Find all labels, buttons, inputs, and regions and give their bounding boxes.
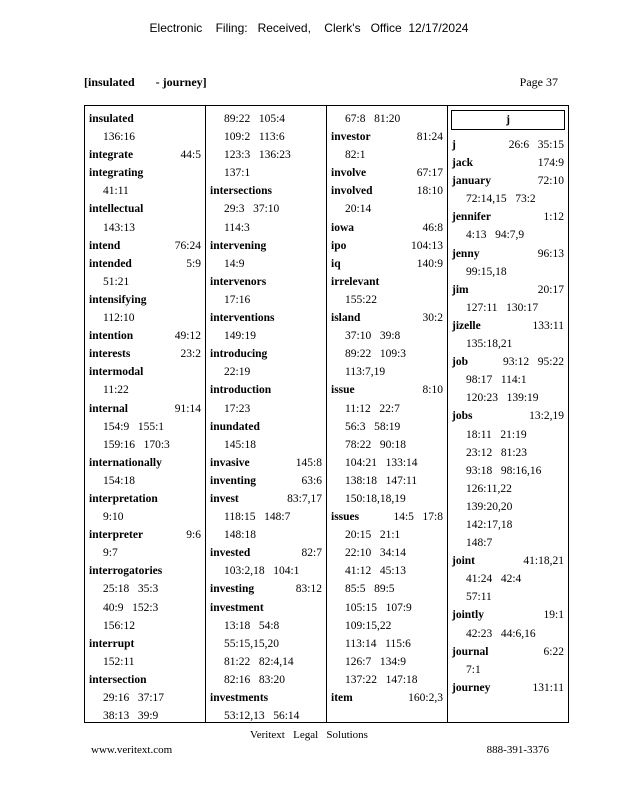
entry-headline xyxy=(331,689,443,707)
page-line-refs-continued: 9:10 xyxy=(103,511,124,524)
index-term: intention xyxy=(89,330,134,343)
index-entry xyxy=(452,353,564,407)
footer-website: www.veritext.com xyxy=(91,744,173,756)
index-entry xyxy=(210,182,322,236)
page-line-refs-continued: 135:18,21 xyxy=(466,338,513,351)
page-line-refs: 5:9 xyxy=(186,257,201,270)
page-line-refs-continued: 114:3 xyxy=(224,221,250,234)
index-entry xyxy=(331,309,443,381)
page-line-refs: 14:5 17:8 xyxy=(393,511,443,524)
index-term: j xyxy=(452,139,456,151)
entry-headline xyxy=(331,128,443,146)
index-entry xyxy=(452,606,564,642)
entry-headline xyxy=(452,606,564,624)
page-line-refs: 140:9 xyxy=(416,257,443,270)
index-entry xyxy=(89,490,201,526)
index-entry xyxy=(452,172,564,208)
index-entry xyxy=(89,671,201,722)
index-entry xyxy=(89,454,201,490)
page-line-refs-continued: 137:22 147:18 xyxy=(345,673,418,686)
page-line-refs: 160:2,3 xyxy=(408,692,443,704)
page-line-refs: 145:8 xyxy=(295,456,322,469)
page-line-refs-continued: 81:22 82:4,14 xyxy=(224,655,294,668)
page-line-refs-continued: 42:23 44:6,16 xyxy=(466,627,536,640)
page-line-refs: 13:2,19 xyxy=(529,410,564,423)
entry-headline xyxy=(89,562,201,580)
index-term: invasive xyxy=(210,456,250,469)
page-line-refs-continued: 118:15 148:7 xyxy=(224,511,291,524)
page-line-refs-continued: 22:10 34:14 xyxy=(345,547,407,560)
index-term: interrupt xyxy=(89,637,135,650)
entry-headline xyxy=(452,643,564,661)
index-entry xyxy=(89,164,201,200)
page-line-refs-continued: 155:22 xyxy=(345,293,377,306)
entry-headline xyxy=(210,237,322,255)
index-term: invested xyxy=(210,547,251,560)
index-term: inundated xyxy=(210,420,260,433)
index-entry xyxy=(210,237,322,273)
index-term: joint xyxy=(452,555,475,568)
entry-headline xyxy=(210,599,322,617)
index-entry xyxy=(210,418,322,454)
page-line-refs: 76:24 xyxy=(174,239,201,252)
entry-headline xyxy=(89,490,201,508)
index-term: irrelevant xyxy=(331,275,380,288)
index-entry xyxy=(331,689,443,707)
page-line-refs-continued: 72:14,15 73:2 xyxy=(466,193,536,206)
index-term: involved xyxy=(331,185,373,198)
page-line-refs: 133:11 xyxy=(532,319,564,332)
entry-headline xyxy=(89,635,201,653)
index-entry xyxy=(89,635,201,671)
index-term: interpreter xyxy=(89,529,144,542)
entry-headline xyxy=(452,245,564,263)
index-entry xyxy=(210,345,322,381)
index-entry xyxy=(210,544,322,580)
index-term: island xyxy=(331,312,361,325)
page-line-refs-continued: 123:3 136:23 xyxy=(224,149,291,162)
index-term: investment xyxy=(210,601,264,614)
index-term: intersections xyxy=(210,185,272,198)
index-entry xyxy=(210,273,322,309)
entry-headline xyxy=(89,255,201,273)
page-line-refs-continued: 82:16 83:20 xyxy=(224,673,286,686)
index-term: iq xyxy=(331,257,341,270)
page-line-refs-continued: 82:1 xyxy=(345,149,366,162)
page-line-refs: 83:12 xyxy=(295,583,322,596)
index-entry xyxy=(452,208,564,244)
entry-headline xyxy=(331,273,443,291)
entry-headline xyxy=(452,353,564,371)
page-line-refs-continued: 89:22 109:3 xyxy=(345,348,407,361)
page-line-refs-continued: 136:16 xyxy=(103,131,135,144)
index-term: investments xyxy=(210,692,269,704)
page-line-refs-continued: 53:12,13 56:14 xyxy=(224,710,300,722)
index-entry xyxy=(452,317,564,353)
index-entry xyxy=(210,309,322,345)
page-line-refs-continued: 126:7 134:9 xyxy=(345,655,407,668)
page-line-refs-continued: 105:15 107:9 xyxy=(345,601,412,614)
index-term: intellectual xyxy=(89,203,144,216)
page-line-refs: 19:1 xyxy=(543,609,564,622)
page-line-refs-continued: 56:3 58:19 xyxy=(345,420,401,433)
page-line-refs: 30:2 xyxy=(422,312,443,325)
page-line-refs-continued: 23:12 81:23 xyxy=(466,446,528,459)
page-line-refs-continued: 22:19 xyxy=(224,366,251,379)
page-line-refs: 82:7 xyxy=(301,547,322,560)
page-line-refs-continued: 154:18 xyxy=(103,474,135,487)
entry-headline xyxy=(210,182,322,200)
page-line-refs-continued: 41:11 xyxy=(103,185,129,198)
page-line-refs-continued: 156:12 xyxy=(103,619,135,632)
section-letter: j xyxy=(451,110,565,130)
page-line-refs: 9:6 xyxy=(186,529,201,542)
page-line-refs-continued: 38:13 39:9 xyxy=(103,710,159,722)
index-entry xyxy=(210,454,322,472)
entry-headline xyxy=(89,345,201,363)
page-line-refs: 67:17 xyxy=(416,167,443,180)
index-entry xyxy=(89,110,201,146)
page-line-refs-continued: 25:18 35:3 xyxy=(103,583,159,596)
index-column xyxy=(206,106,327,722)
page-line-refs-continued: 150:18,18,19 xyxy=(345,492,406,505)
page-line-refs: 44:5 xyxy=(180,149,201,162)
entry-headline xyxy=(210,490,322,508)
entry-headline xyxy=(210,544,322,562)
entry-headline xyxy=(331,381,443,399)
index-entry xyxy=(89,526,201,562)
filing-stamp: Electronic Filing: Received, Clerk's Office 12/17/2024 xyxy=(149,21,469,35)
entry-headline xyxy=(89,110,201,128)
page-line-refs-continued: 145:18 xyxy=(224,438,256,451)
index-term: invest xyxy=(210,492,239,505)
index-term: intensifying xyxy=(89,293,147,306)
index-entry xyxy=(331,273,443,309)
page-line-refs-continued: 152:11 xyxy=(103,655,135,668)
page-line-refs-continued: 109:2 113:6 xyxy=(224,131,285,144)
index-entry xyxy=(331,164,443,182)
entry-headline xyxy=(89,200,201,218)
entry-headline xyxy=(331,255,443,273)
page-line-refs-continued: 154:9 155:1 xyxy=(103,420,165,433)
index-term: involve xyxy=(331,167,367,180)
page-line-refs-continued: 113:7,19 xyxy=(345,366,386,379)
page-line-refs: 6:22 xyxy=(543,645,564,658)
index-column xyxy=(85,106,206,722)
index-entry xyxy=(210,689,322,722)
page-line-refs-continued: 51:21 xyxy=(103,275,130,288)
page-line-refs-continued: 112:10 xyxy=(103,312,135,325)
footer-company: Veritext Legal Solutions xyxy=(250,729,368,741)
index-term: journey xyxy=(452,681,491,694)
entry-headline xyxy=(89,400,201,418)
page-line-refs-continued: 127:11 130:17 xyxy=(466,301,539,314)
index-term: intervenors xyxy=(210,275,267,288)
index-term: interpretation xyxy=(89,492,158,505)
index-term: jobs xyxy=(452,410,473,423)
page-line-refs-continued: 159:16 170:3 xyxy=(103,438,170,451)
page-line-refs: 91:14 xyxy=(174,402,201,415)
index-term: journal xyxy=(452,645,489,658)
page-line-refs-continued: 104:21 133:14 xyxy=(345,456,418,469)
entry-headline xyxy=(89,164,201,182)
entry-headline xyxy=(210,580,322,598)
page-line-refs-continued: 103:2,18 104:1 xyxy=(224,565,300,578)
index-term: item xyxy=(331,692,353,704)
index-term: intend xyxy=(89,239,121,252)
page-line-refs-continued: 137:1 xyxy=(224,167,251,180)
page-line-refs: 131:11 xyxy=(532,681,564,694)
index-entry xyxy=(89,146,201,164)
page-line-refs-continued: 126:11,22 xyxy=(466,482,512,495)
index-term: jointly xyxy=(452,609,484,622)
page-line-refs-continued: 149:19 xyxy=(224,330,256,343)
entry-headline xyxy=(452,281,564,299)
page-line-refs: 8:10 xyxy=(422,384,443,397)
page-line-refs-continued: 29:3 37:10 xyxy=(224,203,280,216)
index-term: intersection xyxy=(89,673,147,686)
page-line-refs-continued: 20:15 21:1 xyxy=(345,529,401,542)
index-entry xyxy=(210,580,322,598)
index-term: internal xyxy=(89,402,128,415)
index-entry xyxy=(89,237,201,255)
page-line-refs: 1:12 xyxy=(543,211,564,224)
entry-headline xyxy=(89,146,201,164)
index-term: job xyxy=(452,356,468,369)
page-line-refs-continued: 67:8 81:20 xyxy=(345,113,401,125)
index-term: iowa xyxy=(331,221,354,234)
index-entry xyxy=(452,552,564,606)
entry-headline xyxy=(210,345,322,363)
page-line-refs-continued: 20:14 xyxy=(345,203,372,216)
index-term: ipo xyxy=(331,239,347,252)
page-line-refs-continued: 17:23 xyxy=(224,402,251,415)
index-term: intervening xyxy=(210,239,267,252)
page-line-refs-continued: 13:18 54:8 xyxy=(224,619,280,632)
index-term: issue xyxy=(331,384,355,397)
page-line-refs-continued: 139:20,20 xyxy=(466,500,513,513)
page-line-refs-continued: 7:1 xyxy=(466,663,481,676)
index-term: jack xyxy=(452,157,474,170)
index-term: jennifer xyxy=(452,211,491,224)
index-term: integrate xyxy=(89,149,134,162)
entry-headline xyxy=(331,508,443,526)
entry-headline xyxy=(210,381,322,399)
page-line-refs-continued: 37:10 39:8 xyxy=(345,330,401,343)
entry-headline xyxy=(210,418,322,436)
index-entry xyxy=(89,363,201,399)
page-line-refs: 81:24 xyxy=(416,131,443,144)
entry-headline xyxy=(89,671,201,689)
index-column xyxy=(327,106,448,722)
entry-headline xyxy=(89,291,201,309)
entry-headline xyxy=(452,172,564,190)
index-entry xyxy=(89,255,201,291)
index-column xyxy=(448,106,568,722)
entry-headline xyxy=(452,679,564,697)
index-entry xyxy=(210,599,322,689)
page-line-refs-continued: 113:14 115:6 xyxy=(345,637,411,650)
page-line-refs-continued: 41:12 45:13 xyxy=(345,565,407,578)
index-term: investor xyxy=(331,131,371,144)
page-line-refs-continued: 99:15,18 xyxy=(466,265,507,278)
index-entry xyxy=(331,237,443,255)
entry-headline xyxy=(452,208,564,226)
index-term: january xyxy=(452,175,491,188)
entry-headline xyxy=(210,454,322,472)
page-line-refs: 93:12 95:22 xyxy=(502,356,564,369)
index-entry xyxy=(331,128,443,164)
page-line-refs: 46:8 xyxy=(422,221,443,234)
index-entry xyxy=(331,508,443,689)
index-range: [insulated - journey] xyxy=(84,75,207,89)
entry-headline xyxy=(452,552,564,570)
index-term: interventions xyxy=(210,312,275,325)
entry-headline xyxy=(331,164,443,182)
page-line-refs: 83:7,17 xyxy=(287,492,322,505)
index-entry xyxy=(452,245,564,281)
page-line-refs: 26:6 35:15 xyxy=(508,139,564,151)
page-line-refs: 20:17 xyxy=(537,283,564,296)
page-line-refs-continued: 11:22 xyxy=(103,384,129,397)
index-entry xyxy=(89,200,201,236)
entry-headline xyxy=(89,363,201,381)
page-line-refs-continued: 93:18 98:16,16 xyxy=(466,464,542,477)
page-line-refs-continued: 14:9 xyxy=(224,257,245,270)
page-line-refs-continued: 148:18 xyxy=(224,529,256,542)
page-line-refs-continued: 57:11 xyxy=(466,591,492,604)
index-entry xyxy=(452,679,564,697)
entry-headline xyxy=(210,309,322,327)
page-number: Page 37 xyxy=(519,75,558,89)
index-term: jenny xyxy=(452,247,480,260)
page-line-refs-continued: 55:15,15,20 xyxy=(224,637,279,650)
page-line-refs-continued: 143:13 xyxy=(103,221,135,234)
index-term: jim xyxy=(452,283,469,296)
index-entry xyxy=(89,562,201,634)
entry-headline xyxy=(452,407,564,425)
index-entry xyxy=(331,381,443,508)
page-line-refs-continued: 85:5 89:5 xyxy=(345,583,395,596)
index-term: intermodal xyxy=(89,366,144,379)
page-line-refs-continued: 98:17 114:1 xyxy=(466,374,527,387)
entry-headline xyxy=(210,273,322,291)
index-entry xyxy=(89,400,201,454)
footer-phone: 888-391-3376 xyxy=(486,744,549,756)
index-term: investing xyxy=(210,583,255,596)
page-line-refs-continued: 9:7 xyxy=(103,547,118,560)
index-entry xyxy=(331,182,443,218)
index-entry xyxy=(89,327,201,345)
page-line-refs-continued: 148:7 xyxy=(466,537,493,550)
entry-headline xyxy=(89,237,201,255)
page-line-refs-continued: 4:13 94:7,9 xyxy=(466,229,525,242)
page-line-refs: 23:2 xyxy=(180,348,201,361)
entry-headline xyxy=(210,689,322,707)
page-line-refs-continued: 18:11 21:19 xyxy=(466,428,527,441)
page-line-refs-continued: 29:16 37:17 xyxy=(103,692,165,704)
index-entry xyxy=(89,291,201,327)
entry-headline xyxy=(331,309,443,327)
page-line-refs-continued: 89:22 105:4 xyxy=(224,113,286,125)
index-term: issues xyxy=(331,511,360,524)
index-entry xyxy=(331,255,443,273)
index-entry xyxy=(210,490,322,544)
index-term: jizelle xyxy=(452,319,481,332)
index-entry xyxy=(210,381,322,417)
page-line-refs-continued: 40:9 152:3 xyxy=(103,601,159,614)
index-entry xyxy=(331,219,443,237)
page-line-refs: 174:9 xyxy=(537,157,564,170)
page-line-refs-continued: 109:15,22 xyxy=(345,619,392,632)
page-line-refs-continued: 41:24 42:4 xyxy=(466,573,522,586)
index-term: internationally xyxy=(89,456,162,469)
index-term: intended xyxy=(89,257,132,270)
page-line-refs-continued: 78:22 90:18 xyxy=(345,438,407,451)
entry-headline xyxy=(89,526,201,544)
index-entry xyxy=(452,643,564,679)
index-term: interests xyxy=(89,348,131,361)
index-term: integrating xyxy=(89,167,144,180)
index-entry xyxy=(210,110,322,182)
index-entry xyxy=(452,154,564,172)
index-entry xyxy=(210,472,322,490)
index-term: inventing xyxy=(210,474,257,487)
page-line-refs: 104:13 xyxy=(411,239,443,252)
index-entry xyxy=(452,136,564,154)
page-line-refs-continued: 17:16 xyxy=(224,293,251,306)
entry-headline xyxy=(210,472,322,490)
index-entry xyxy=(452,281,564,317)
entry-headline xyxy=(331,237,443,255)
entry-headline xyxy=(89,454,201,472)
entry-headline xyxy=(452,317,564,335)
page-line-refs-continued: 142:17,18 xyxy=(466,518,513,531)
index-term: introducing xyxy=(210,348,268,361)
page-line-refs-continued: 120:23 139:19 xyxy=(466,392,539,405)
index-entry xyxy=(89,345,201,363)
page-line-refs-continued: 11:12 22:7 xyxy=(345,402,400,415)
entry-headline xyxy=(331,182,443,200)
entry-headline xyxy=(89,327,201,345)
index-entry xyxy=(452,407,564,552)
page-line-refs: 63:6 xyxy=(301,474,322,487)
entry-headline xyxy=(452,136,564,154)
page-line-refs: 41:18,21 xyxy=(523,555,564,568)
index-term: insulated xyxy=(89,113,134,125)
page-line-refs-continued: 138:18 147:11 xyxy=(345,474,418,487)
index-entry xyxy=(331,110,443,128)
word-index-table xyxy=(84,105,569,723)
page-line-refs: 18:10 xyxy=(416,185,443,198)
page-line-refs: 72:10 xyxy=(537,175,564,188)
page-line-refs: 96:13 xyxy=(537,247,564,260)
page-line-refs: 49:12 xyxy=(174,330,201,343)
entry-headline xyxy=(452,154,564,172)
index-term: interrogatories xyxy=(89,565,163,578)
entry-headline xyxy=(331,219,443,237)
index-term: introduction xyxy=(210,384,272,397)
